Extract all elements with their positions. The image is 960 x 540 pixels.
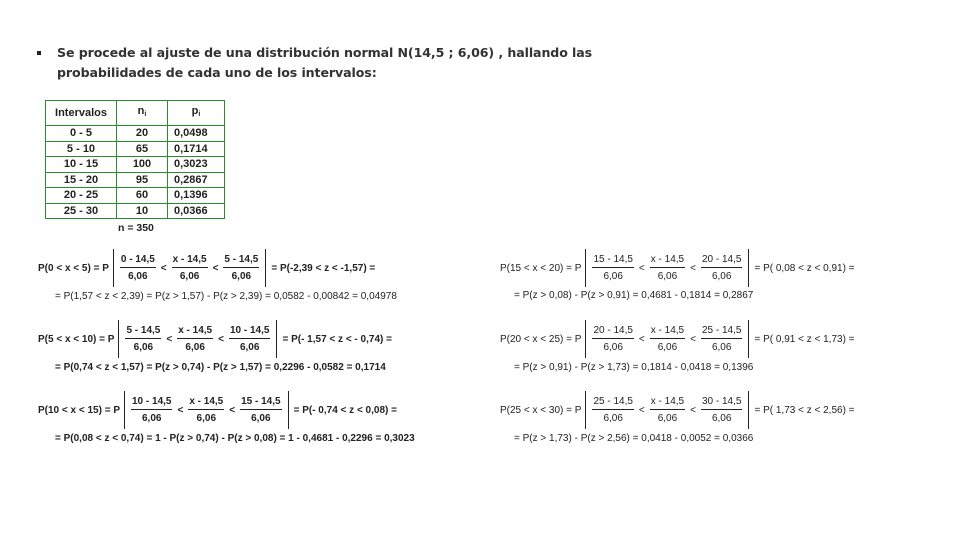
equation-5-10 [38,320,392,358]
frac-numerator: 15 - 14,5 [240,396,281,410]
eq-fraction-upper [240,396,281,424]
less-than-sign: < [160,262,167,274]
eq-rhs: = P( 0,08 < z < 0,91) = [754,262,855,274]
cell-pi: 0,1396 [168,188,225,204]
frac-denominator: 6,06 [657,413,678,424]
intro-text-line-1: Se procede al ajuste de una distribución normal N(14,5 ; 6,06) , hallando las [57,45,593,60]
eq-rhs: = P(- 1,57 < z < - 0,74) = [282,333,392,345]
frac-denominator: 6,06 [657,271,678,282]
header-pi-base: p [191,105,199,117]
eq-fraction-variable [650,396,685,424]
eq-fraction-variable [172,254,208,282]
frac-numerator: 20 - 14,5 [592,325,633,339]
frac-denominator: 6,06 [196,413,217,424]
header-ni [117,101,168,126]
less-than-sign: < [690,404,696,416]
intro-text-line-2: probabilidades de cada uno de los intervalos: [57,65,377,80]
cell-interval: 25 - 30 [46,203,117,219]
less-than-sign: < [690,262,696,274]
eq-fraction-lower [592,396,633,424]
eq-bracket [585,320,749,358]
frac-denominator: 6,06 [603,413,623,424]
eq-lhs: P(15 < x < 20) = P [500,262,582,274]
less-than-sign: < [218,333,224,345]
frac-numerator: x - 14,5 [177,325,213,339]
eq-fraction-lower [592,254,633,282]
less-than-sign: < [638,404,645,416]
frac-numerator: x - 14,5 [650,254,685,268]
cell-pi: 0,0498 [168,126,225,142]
header-pi [168,101,225,126]
cell-ni: 60 [117,188,168,204]
equation-15-20-continuation: = P(z > 0,08) - P(z > 0,91) = 0,4681 - 0,1814 = 0,2867 [514,290,754,301]
frac-denominator: 6,06 [603,271,623,282]
less-than-sign: < [638,333,645,345]
header-ni-base: n [137,105,145,117]
eq-lhs: P(20 < x < 25) = P [500,333,582,345]
cell-ni: 65 [117,141,168,157]
table-row [46,157,225,173]
eq-rhs: = P( 1,73 < z < 2,56) = [754,404,855,416]
table-row [46,141,225,157]
cell-ni: 10 [117,203,168,219]
cell-interval: 15 - 20 [46,172,117,188]
frac-denominator: 6,06 [142,413,162,424]
eq-fraction-upper [223,254,259,282]
eq-bracket [113,249,266,287]
eq-rhs: = P(-2,39 < z < -1,57) = [271,262,376,274]
frac-denominator: 6,06 [657,342,678,353]
eq-fraction-upper [701,325,742,353]
eq-bracket [585,249,749,287]
cell-interval: 10 - 15 [46,157,117,173]
frac-denominator: 6,06 [133,342,154,353]
frac-denominator: 6,06 [185,342,205,353]
equation-20-25-continuation: = P(z > 0,91) - P(z > 1,73) = 0,1814 - 0,0418 = 0,1396 [514,362,754,373]
frac-numerator: 30 - 14,5 [701,396,742,410]
equation-10-15-continuation: = P(0,08 < z < 0,74) = 1 - P(z > 0,74) - P(z > 0,08) = 1 - 0,4681 - 0,2296 = 0,3023 [55,433,415,444]
equation-25-30 [500,391,855,429]
frac-numerator: 15 - 14,5 [592,254,633,268]
cell-interval: 5 - 10 [46,141,117,157]
eq-rhs: = P( 0,91 < z < 1,73) = [754,333,855,345]
eq-lhs: P(0 < x < 5) = P [38,262,109,274]
eq-lhs: P(5 < x < 10) = P [38,333,115,345]
eq-fraction-lower [131,396,172,424]
eq-fraction-upper [701,396,742,424]
equation-5-10-continuation: = P(0,74 < z < 1,57) = P(z > 0,74) - P(z > 1,57) = 0,2296 - 0,0582 = 0,1714 [55,362,386,373]
eq-lhs: P(10 < x < 15) = P [38,404,120,416]
table-row [46,203,225,219]
frac-denominator: 6,06 [239,342,260,353]
frac-numerator: 25 - 14,5 [701,325,742,339]
eq-fraction-lower [120,254,156,282]
eq-bracket [118,320,277,358]
cell-ni: 95 [117,172,168,188]
cell-interval: 20 - 25 [46,188,117,204]
frac-numerator: 10 - 14,5 [131,396,172,410]
frac-numerator: 10 - 14,5 [229,325,270,339]
equation-15-20 [500,249,855,287]
equation-0-5-continuation: = P(1,57 < z < 2,39) = P(z > 1,57) - P(z > 2,39) = 0,0582 - 0,00842 = 0,04978 [55,291,397,302]
frac-numerator: 5 - 14,5 [125,325,161,339]
eq-fraction-variable [188,396,224,424]
equation-25-30-continuation: = P(z > 1,73) - P(z > 2,56) = 0,0418 - 0,0052 = 0,0366 [514,433,754,444]
frac-denominator: 6,06 [711,413,732,424]
less-than-sign: < [212,262,219,274]
frac-numerator: x - 14,5 [172,254,208,268]
table-row [46,172,225,188]
frac-numerator: x - 14,5 [650,325,685,339]
frac-numerator: 0 - 14,5 [120,254,156,268]
frac-denominator: 6,06 [711,271,732,282]
cell-ni: 20 [117,126,168,142]
cell-pi: 0,1714 [168,141,225,157]
eq-bracket [585,391,749,429]
less-than-sign: < [229,404,236,416]
eq-fraction-upper [229,325,270,353]
sample-size: n = 350 [118,222,154,234]
equation-20-25 [500,320,855,358]
eq-fraction-upper [701,254,742,282]
eq-fraction-lower [592,325,633,353]
eq-fraction-variable [177,325,213,353]
table-header-row [46,101,225,126]
cell-pi: 0,2867 [168,172,225,188]
less-than-sign: < [177,404,184,416]
cell-interval: 0 - 5 [46,126,117,142]
eq-fraction-lower [125,325,161,353]
eq-bracket [124,391,289,429]
frac-denominator: 6,06 [179,271,200,282]
frac-numerator: 20 - 14,5 [701,254,742,268]
table-row [46,188,225,204]
header-pi-sub: i [198,111,201,118]
frac-numerator: x - 14,5 [650,396,685,410]
frac-denominator: 6,06 [711,342,732,353]
frac-numerator: 5 - 14,5 [223,254,259,268]
equation-0-5 [38,249,375,287]
frac-denominator: 6,06 [251,413,271,424]
frac-numerator: 25 - 14,5 [592,396,633,410]
frac-denominator: 6,06 [231,271,252,282]
eq-rhs: = P(- 0,74 < z < 0,08) = [293,404,397,416]
cell-ni: 100 [117,157,168,173]
eq-fraction-variable [650,254,685,282]
frac-numerator: x - 14,5 [188,396,224,410]
frac-denominator: 6,06 [128,271,148,282]
eq-lhs: P(25 < x < 30) = P [500,404,582,416]
bullet-point [37,51,41,55]
less-than-sign: < [638,262,645,274]
table-row [46,126,225,142]
header-ni-sub: i [144,111,147,118]
cell-pi: 0,0366 [168,203,225,219]
less-than-sign: < [166,333,173,345]
equation-10-15 [38,391,397,429]
frequency-table [45,100,225,219]
frac-denominator: 6,06 [603,342,623,353]
less-than-sign: < [690,333,696,345]
cell-pi: 0,3023 [168,157,225,173]
eq-fraction-variable [650,325,685,353]
header-intervals: Intervalos [46,101,117,126]
